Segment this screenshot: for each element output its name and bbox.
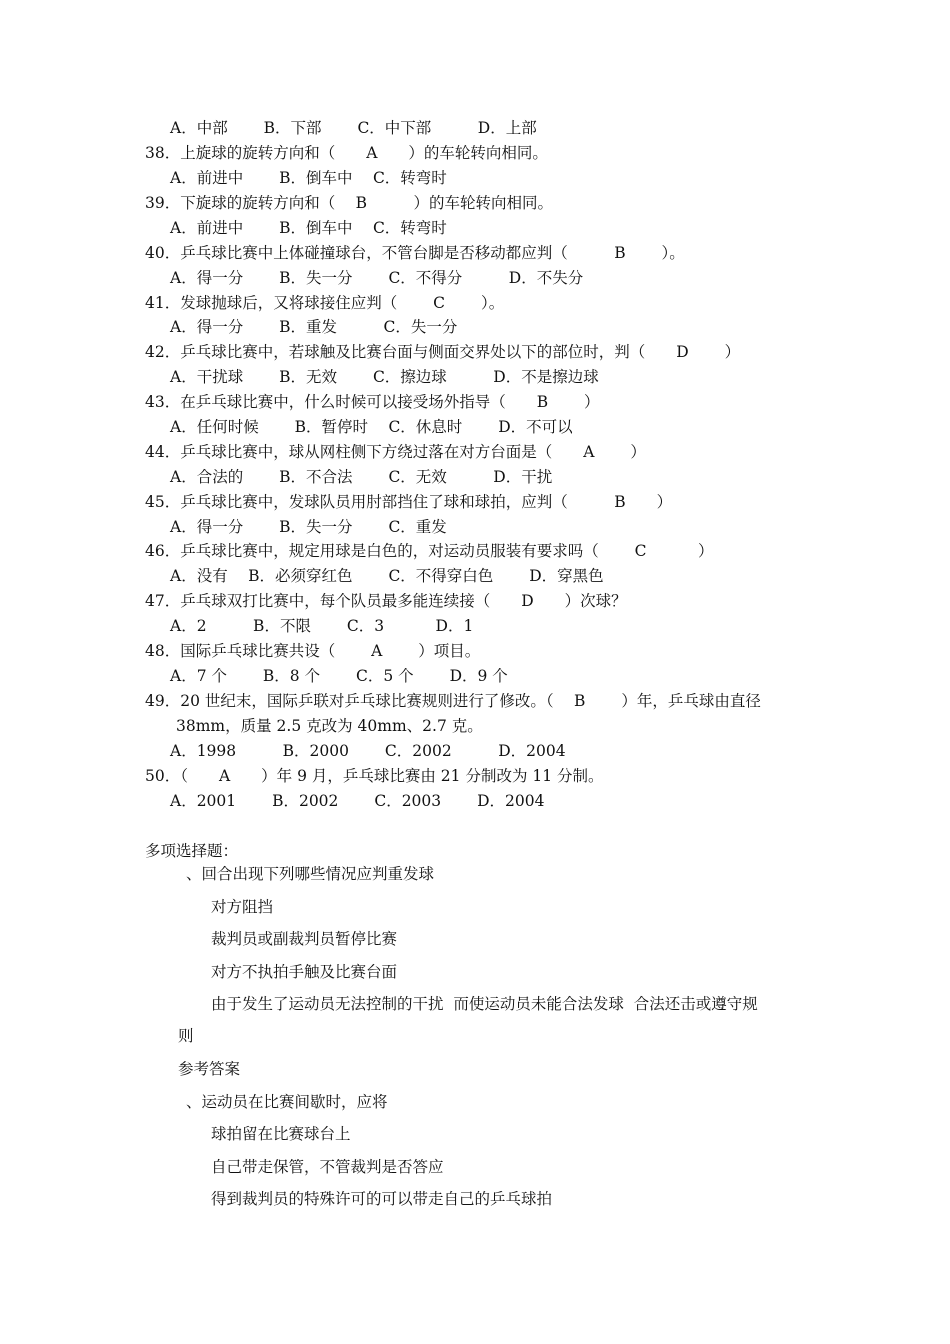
section-heading: 多项选择题：	[145, 842, 239, 860]
answer-options: A．2 B．不限 C．3 D．1	[170, 617, 474, 635]
answer-options: A．得一分 B．失一分 C．重发	[170, 518, 447, 536]
question-38: 38．上旋球的旋转方向和（ A ）的车轮转向相同。	[145, 144, 548, 162]
multi-option: 得到裁判员的特殊许可的可以带走自己的乒乓球拍	[211, 1190, 553, 1208]
question-44: 44．乒乓球比赛中，球从网柱侧下方绕过落在对方台面是（ A ）	[145, 443, 646, 461]
multi-option: 对方不执拍手触及比赛台面	[211, 963, 398, 981]
answer-options: A．7 个 B．8 个 C．5 个 D．9 个	[170, 667, 508, 685]
question-50: 50．（ A ）年 9 月，乒乓球比赛由 21 分制改为 11 分制。	[145, 767, 604, 785]
question-42: 42．乒乓球比赛中，若球触及比赛台面与侧面交界处以下的部位时，判（ D ）	[145, 343, 741, 361]
question-41: 41．发球抛球后，又将球接住应判（ C ）。	[145, 294, 505, 312]
answer-options: A．1998 B．2000 C．2002 D．2004	[170, 742, 566, 760]
multi-option: 球拍留在比赛球台上	[211, 1125, 351, 1143]
answer-options: A．得一分 B．重发 C．失一分	[170, 318, 458, 336]
question-46: 46．乒乓球比赛中，规定用球是白色的，对运动员服装有要求吗（ C ）	[145, 542, 714, 560]
reference-answer-label: 参考答案	[178, 1060, 241, 1078]
question-39: 39．下旋球的旋转方向和（ B ）的车轮转向相同。	[145, 194, 554, 212]
answer-options: A．中部 B．下部 C．中下部 D．上部	[170, 119, 537, 137]
question-47: 47．乒乓球双打比赛中，每个队员最多能连续接（ D ）次球？	[145, 592, 627, 610]
question-45: 45．乒乓球比赛中，发球队员用肘部挡住了球和球拍，应判（ B ）	[145, 493, 673, 511]
multi-question-2: 、运动员在比赛间歇时，应将	[186, 1093, 388, 1111]
answer-options: A．前进中 B．倒车中 C．转弯时	[170, 169, 447, 187]
answer-options: A．2001 B．2002 C．2003 D．2004	[170, 792, 545, 810]
answer-options: A．合法的 B．不合法 C．无效 D．干扰	[170, 468, 553, 486]
multi-option: 由于发生了运动员无法控制的干扰 而使运动员未能合法发球 合法还击或遵守规	[211, 995, 758, 1013]
answer-options: A．干扰球 B．无效 C．擦边球 D．不是擦边球	[170, 368, 599, 386]
question-49: 49．20 世纪末，国际乒联对乒乓球比赛规则进行了修改。（ B ）年，乒乓球由直径	[145, 692, 761, 710]
answer-options: A．前进中 B．倒车中 C．转弯时	[170, 219, 447, 237]
multi-option: 裁判员或副裁判员暂停比赛	[211, 930, 398, 948]
multi-option: 对方阻挡	[211, 898, 274, 916]
multi-question-1: 、回合出现下列哪些情况应判重发球	[186, 865, 435, 883]
question-48: 48．国际乒乓球比赛共设（ A ）项目。	[145, 642, 481, 660]
question-49-continued: 38mm，质量 2.5 克改为 40mm、2.7 克。	[176, 717, 483, 735]
multi-option-continued: 则	[178, 1027, 194, 1045]
question-40: 40．乒乓球比赛中上体碰撞球台，不管台脚是否移动都应判（ B ）。	[145, 244, 685, 262]
answer-options: A．任何时候 B．暂停时 C．休息时 D．不可以	[170, 418, 573, 436]
answer-options: A．得一分 B．失一分 C．不得分 D．不失分	[170, 269, 584, 287]
answer-options: A．没有 B．必须穿红色 C．不得穿白色 D．穿黑色	[170, 567, 604, 585]
question-43: 43．在乒乓球比赛中，什么时候可以接受场外指导（ B ）	[145, 393, 600, 411]
multi-option: 自己带走保管，不管裁判是否答应	[211, 1158, 444, 1176]
